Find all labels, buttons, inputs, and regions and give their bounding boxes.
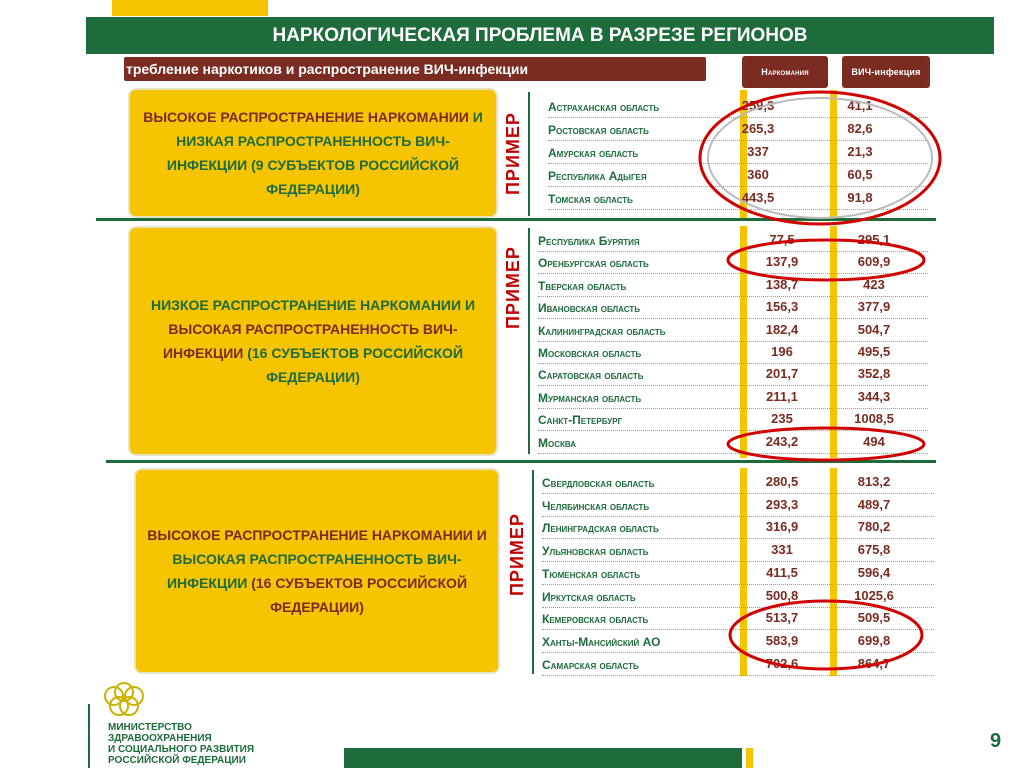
- hiv-value: 813,2: [857, 474, 891, 489]
- drugs-value: 201,7: [765, 366, 799, 382]
- group-1-desc-c: (9 СУБЪЕКТОВ РОССИЙСКОЙ ФЕДЕРАЦИИ): [251, 157, 460, 197]
- hiv-value: 41,1: [847, 98, 873, 113]
- region-name: Ивановская область: [538, 301, 640, 316]
- group-2-desc-a: НИЗКОЕ РАСПРОСТРАНЕНИЕ НАРКОМАНИИ И: [150, 297, 476, 313]
- hiv-value: 1025,6: [854, 587, 894, 603]
- region-name: Москва: [538, 435, 577, 450]
- drugs-value: 243,2: [765, 433, 799, 449]
- hiv-value: 82,6: [847, 121, 873, 136]
- group-2-desc-c: (16 СУБЪЕКТОВ РОССИЙСКОЙ ФЕДЕРАЦИИ): [247, 345, 464, 385]
- region-name: Ростовская область: [548, 123, 649, 137]
- drugs-value: 443,5: [741, 190, 775, 205]
- group-2-example-label: ПРИМЕР: [503, 246, 523, 330]
- hiv-value: 377,9: [857, 299, 891, 315]
- footer-bar: [344, 748, 742, 768]
- highlight-moscow: [728, 428, 924, 460]
- hiv-value: 352,8: [857, 366, 891, 382]
- drugs-value: 211,1: [766, 388, 798, 404]
- highlight-group-1-shadow: [708, 98, 932, 218]
- group-3-example-label: ПРИМЕР: [507, 513, 527, 597]
- footer-divider: [88, 704, 90, 768]
- hiv-value: 1008,5: [854, 411, 894, 427]
- drugs-value: 316,9: [765, 519, 799, 535]
- group-1-example-label: ПРИМЕР: [503, 112, 523, 196]
- page-subtitle: требление наркотиков и распространение ВИЧ-инфекции: [124, 57, 706, 81]
- hiv-value: 864,7: [857, 655, 891, 671]
- region-name: Тюменская область: [542, 566, 641, 581]
- hiv-value: 504,7: [857, 321, 891, 337]
- hiv-value: 699,8: [857, 632, 891, 648]
- drugs-value: 138,7: [765, 276, 799, 292]
- group-3-desc-a: ВЫСОКОЕ РАСПРОСТРАНЕНИЕ НАРКОМАНИИ И: [147, 527, 487, 543]
- drugs-value: 280,5: [765, 474, 799, 489]
- drugs-value: 235: [771, 411, 793, 427]
- region-name: Саратовская область: [538, 368, 644, 383]
- column-header-drugs: Наркомания: [742, 56, 828, 88]
- highlight-group-1: [700, 92, 940, 224]
- column-header-hiv: ВИЧ-инфекция: [842, 56, 930, 88]
- drugs-value: 196: [771, 344, 793, 359]
- hiv-value: 91,8: [847, 190, 873, 205]
- drugs-value: 156,3: [765, 299, 799, 315]
- hiv-value: 60,5: [847, 167, 873, 182]
- region-name: Иркутская область: [542, 589, 636, 604]
- group-1-desc-b: И НИЗКАЯ РАСПРОСТРАНЕННОСТЬ ВИЧ-ИНФЕКЦИИ: [166, 109, 483, 173]
- hiv-value: 495,5: [857, 344, 891, 359]
- region-name: Московская область: [538, 346, 642, 360]
- group-1-desc-a: ВЫСОКОЕ РАСПРОСТРАНЕНИЕ НАРКОМАНИИ: [143, 109, 469, 125]
- region-name: Челябинская область: [542, 498, 650, 513]
- region-name: Ханты-Мансийский АО: [542, 634, 661, 649]
- region-name: Амурская область: [548, 146, 639, 160]
- region-name: Оренбургская область: [538, 256, 649, 271]
- highlight-orenburg: [728, 240, 924, 280]
- drugs-value: 583,9: [765, 632, 799, 648]
- drugs-value: 182,4: [765, 321, 799, 337]
- region-name: Астраханская область: [548, 100, 660, 114]
- drugs-value: 513,7: [765, 610, 799, 626]
- drugs-value: 259,3: [741, 98, 775, 113]
- drugs-value: 360: [747, 167, 769, 182]
- ministry-logo-icon: [100, 682, 148, 722]
- region-name: Кемеровская область: [542, 612, 649, 627]
- region-name: Республика Адыгея: [548, 169, 647, 183]
- hiv-value: 489,7: [857, 496, 891, 512]
- hiv-value: 609,9: [857, 254, 891, 270]
- hiv-value: 780,2: [857, 519, 891, 535]
- hiv-value: 509,5: [857, 610, 891, 626]
- page-number: 9: [990, 730, 1002, 752]
- region-name: Республика Бурятия: [538, 234, 640, 248]
- region-name: Самарская область: [542, 657, 639, 672]
- footer-accent: [746, 748, 753, 768]
- group-3-desc-c: (16 СУБЪЕКТОВ РОССИЙСКОЙ ФЕДЕРАЦИИ): [251, 575, 468, 615]
- hiv-value: 494: [863, 433, 885, 449]
- group-3-desc-b: ВЫСОКАЯ РАСПРОСТРАНЕННОСТЬ ВИЧ-ИНФЕКЦИИ: [166, 551, 462, 591]
- group-2-desc-b: ВЫСОКАЯ РАСПРОСТРАНЕННОСТЬ ВИЧ-ИНФЕКЦИИ: [162, 321, 458, 361]
- drugs-value: 411,5: [766, 564, 798, 580]
- region-name: Калининградская область: [538, 323, 666, 338]
- region-name: Тверская область: [538, 278, 627, 293]
- region-name: Ульяновская область: [542, 544, 649, 559]
- drugs-value: 500,8: [765, 587, 799, 603]
- page-title: НАРКОЛОГИЧЕСКАЯ ПРОБЛЕМА В РАЗРЕЗЕ РЕГИОНОВ: [86, 17, 994, 54]
- hiv-value: 675,8: [857, 542, 891, 558]
- region-name: Санкт-Петербург: [538, 413, 623, 428]
- region-name: Ленинградская область: [542, 521, 659, 536]
- drugs-value: 331: [771, 542, 793, 558]
- hiv-value: 423: [863, 276, 885, 292]
- region-name: Свердловская область: [542, 476, 655, 490]
- drugs-value: 702,6: [765, 655, 799, 671]
- drugs-value: 137,9: [765, 254, 799, 270]
- hiv-value: 596,4: [857, 564, 891, 580]
- drugs-value: 337: [747, 144, 769, 159]
- ministry-name: МИНИСТЕРСТВО ЗДРАВООХРАНЕНИЯ И СОЦИАЛЬНОГО РАЗВИТИЯ РОССИЙСКОЙ ФЕДЕРАЦИИ: [108, 722, 255, 766]
- region-name: Мурманская область: [538, 390, 642, 405]
- highlight-group-3: [730, 601, 922, 669]
- hiv-value: 344,3: [857, 388, 891, 404]
- drugs-value: 77,5: [769, 232, 795, 247]
- hiv-value: 295,1: [857, 232, 891, 247]
- hiv-value: 21,3: [847, 144, 873, 159]
- region-name: Томская область: [548, 192, 633, 206]
- drugs-value: 293,3: [765, 496, 799, 512]
- drugs-value: 265,3: [741, 121, 775, 136]
